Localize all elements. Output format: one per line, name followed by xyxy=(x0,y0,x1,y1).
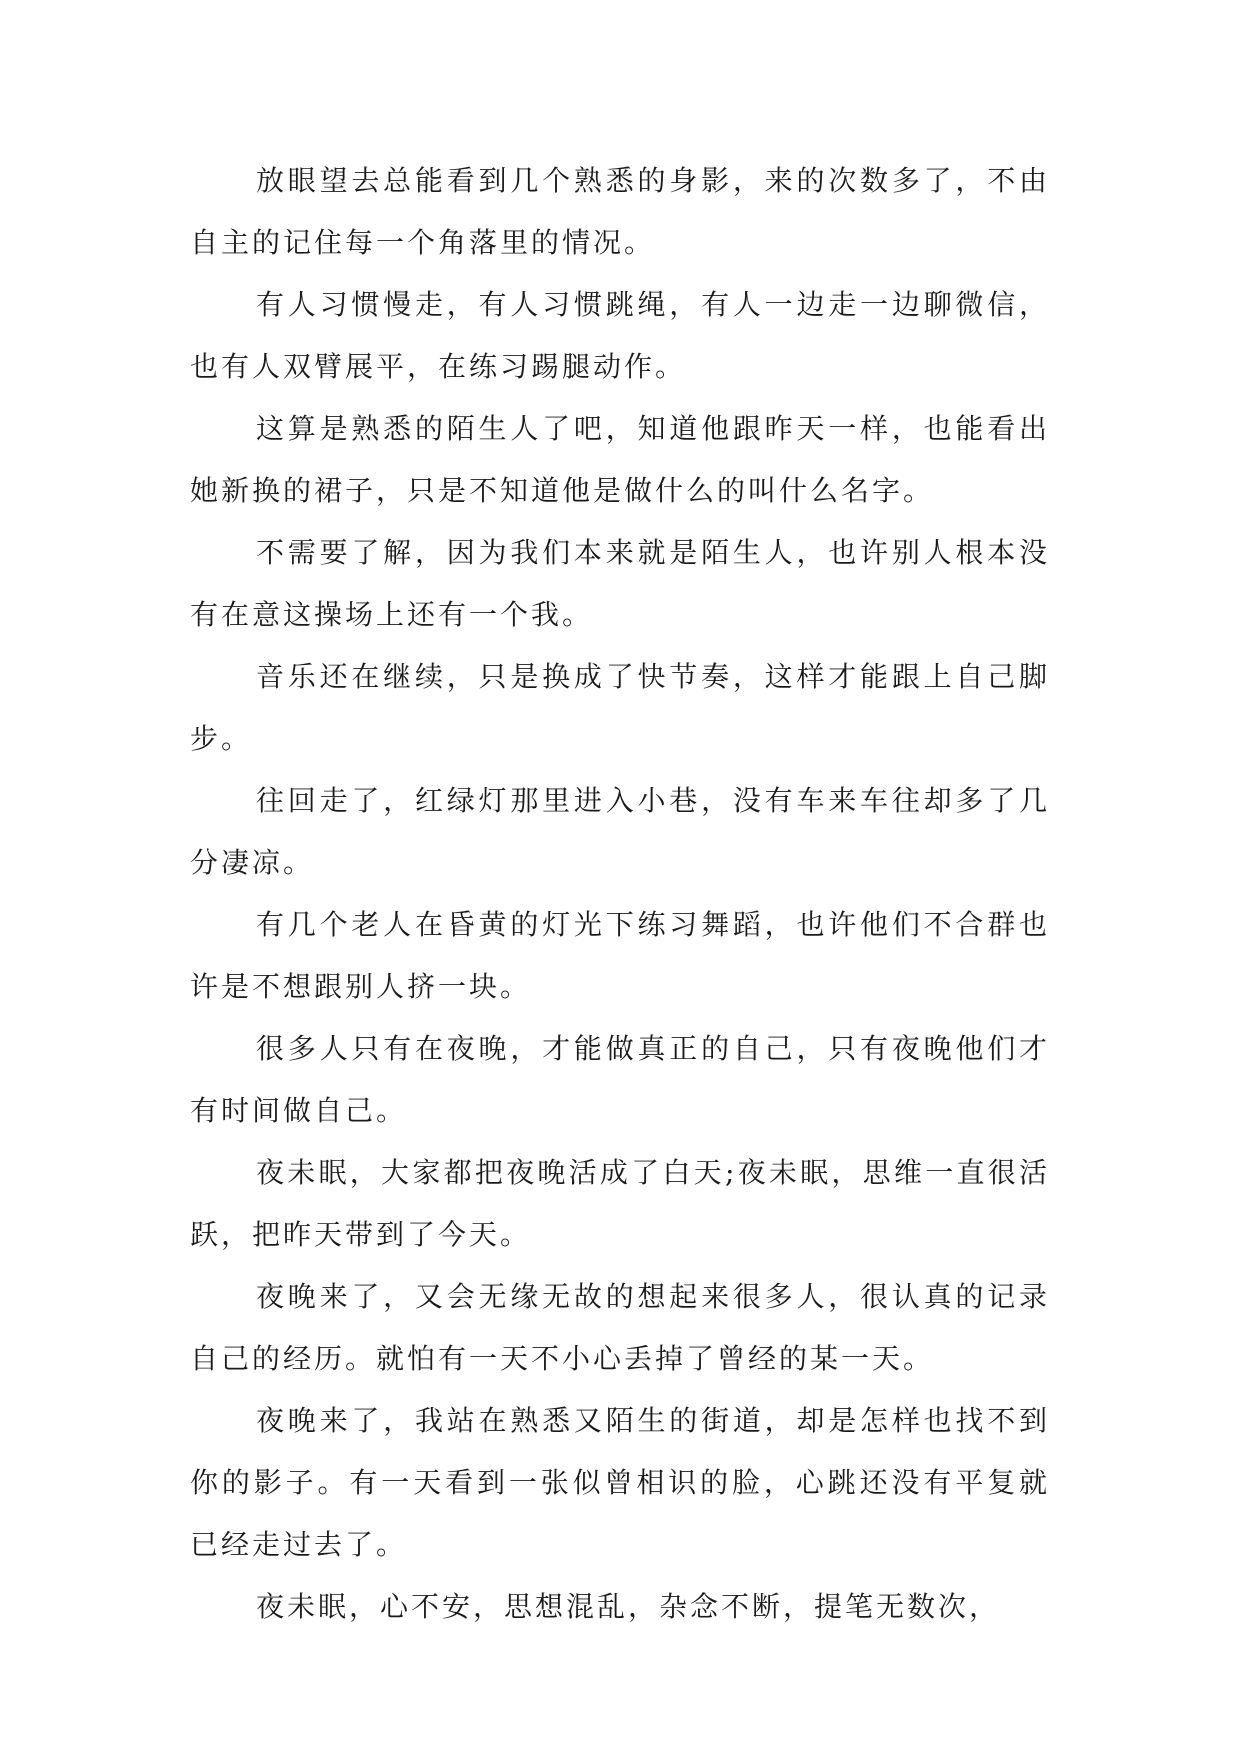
paragraph: 夜晚来了，我站在熟悉又陌生的街道，却是怎样也找不到你的影子。有一天看到一张似曾相识的脸，心跳还没有平复就已经走过去了。 xyxy=(190,1404,1050,1561)
paragraph: 有几个老人在昏黄的灯光下练习舞蹈，也许他们不合群也许是不想跟别人挤一块。 xyxy=(190,908,1050,1003)
paragraph: 这算是熟悉的陌生人了吧，知道他跟昨天一样，也能看出她新换的裙子，只是不知道他是做什么的叫什么名字。 xyxy=(190,412,1050,507)
paragraph: 往回走了，红绿灯那里进入小巷，没有车来车往却多了几分凄凉。 xyxy=(190,784,1050,879)
paragraph: 不需要了解，因为我们本来就是陌生人，也许别人根本没有在意这操场上还有一个我。 xyxy=(190,536,1050,631)
paragraph: 有人习惯慢走，有人习惯跳绳，有人一边走一边聊微信，也有人双臂展平，在练习踢腿动作。 xyxy=(190,288,1050,383)
paragraph: 夜晚来了，又会无缘无故的想起来很多人，很认真的记录自己的经历。就怕有一天不小心丢掉了曾经的某一天。 xyxy=(190,1280,1050,1375)
paragraph: 夜未眠，心不安，思想混乱，杂念不断，提笔无数次， xyxy=(256,1590,1001,1623)
paragraph: 夜未眠，大家都把夜晚活成了白天;夜未眠，思维一直很活跃，把昨天带到了今天。 xyxy=(190,1156,1050,1251)
document-body xyxy=(190,150,1050,1638)
paragraph: 音乐还在继续，只是换成了快节奏，这样才能跟上自己脚步。 xyxy=(190,660,1050,755)
paragraph: 很多人只有在夜晚，才能做真正的自己，只有夜晚他们才有时间做自己。 xyxy=(190,1032,1050,1127)
paragraph: 放眼望去总能看到几个熟悉的身影，来的次数多了，不由自主的记住每一个角落里的情况。 xyxy=(190,164,1050,259)
